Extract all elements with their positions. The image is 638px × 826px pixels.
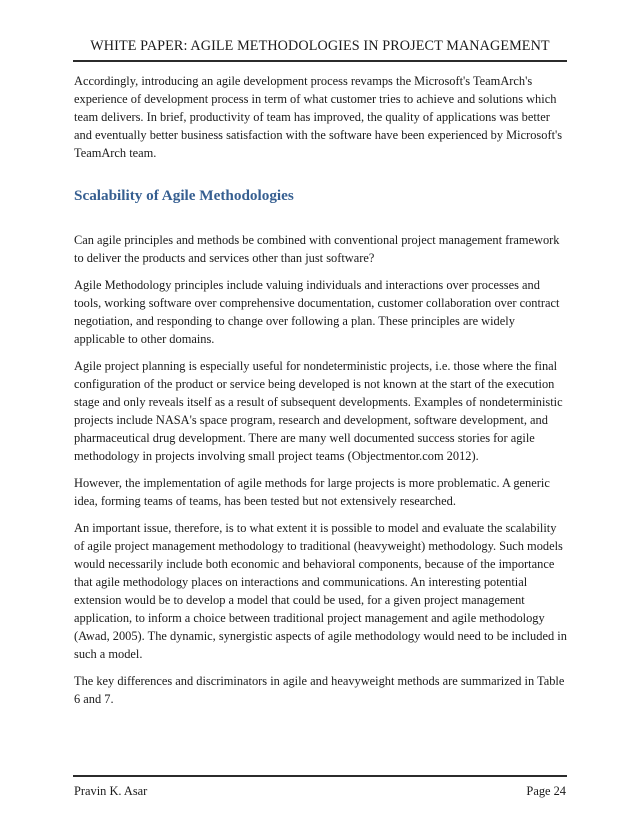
body-paragraph: The key differences and discriminators in agile and heavyweight methods are summarized in Table 6 and 7. [74, 674, 565, 706]
body-paragraph: An important issue, therefore, is to what extent it is possible to model and evaluate the scalability of agile project management methodology to traditional (heavyweight) methodology. Such models would necessarily include both economic and behavioral components, because of the importance that agile methodology places on interactions and communications. An interesting potential extension would be to develop a model that could be used, for a given project management application, to inform a choice between traditional project management and agile methodology (Awad, 2005). The dynamic, synergistic aspects of agile methodology would need to be included in such a model. [74, 521, 567, 661]
body-paragraph: Agile Methodology principles include valuing individuals and interactions over processes and tools, working software over comprehensive documentation, customer collaboration over contract negotiation, and responding to change over following a plan. These principles are widely applicable to other domains. [74, 278, 560, 346]
intro-paragraph: Accordingly, introducing an agile development process revamps the Microsoft's TeamArch's experience of development process in term of what customer tries to achieve and solutions which team delivers. In brief, productivity of team has improved, the quality of applications was better and eventually better business satisfaction with the software have been experienced by Microsoft's TeamArch team. [74, 74, 563, 160]
body-paragraph: Agile project planning is especially useful for nondeterministic projects, i.e. those where the final configuration of the product or service being developed is not known at the start of the execution stage and only reveals itself as a result of subsequent developments. Examples of nondeterministic projects include NASA's space program, research and development, software development, and pharmaceutical drug development. There are many well documented success stories for agile methodology in projects involving small project teams (Objectmentor.com 2012). [74, 359, 563, 463]
footer-author: Pravin K. Asar [74, 784, 148, 798]
page-number: Page 24 [526, 784, 566, 798]
header-divider [73, 60, 567, 62]
document-body [74, 72, 568, 717]
page-header-title: WHITE PAPER: AGILE METHODOLOGIES IN PROJECT MANAGEMENT [90, 38, 550, 54]
body-paragraph: However, the implementation of agile methods for large projects is more problematic. A generic idea, forming teams of teams, has been tested but not extensively researched. [74, 476, 550, 508]
section-heading: Scalability of Agile Methodologies [74, 187, 294, 204]
body-paragraph: Can agile principles and methods be combined with conventional project management framework to deliver the products and services other than just software? [74, 233, 560, 265]
footer-divider [73, 775, 567, 777]
